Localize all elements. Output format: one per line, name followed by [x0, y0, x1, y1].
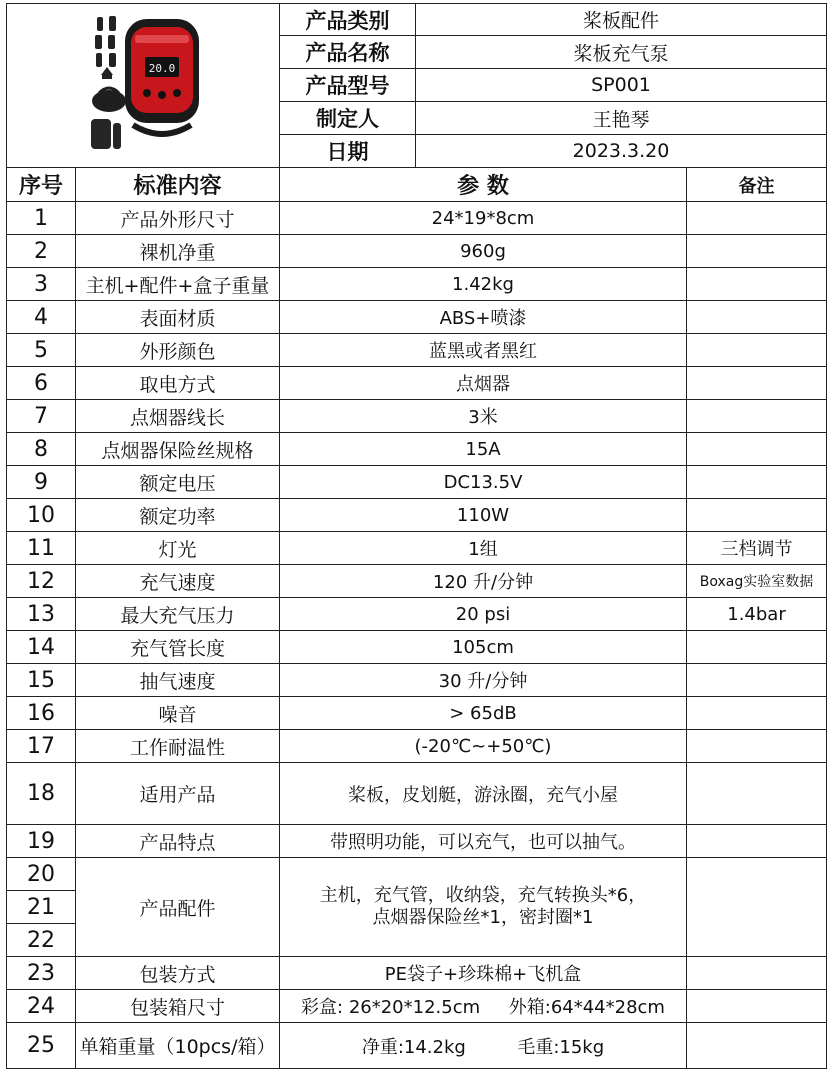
row-remark	[687, 400, 827, 433]
row-value: 3米	[280, 400, 687, 433]
row-number: 13	[7, 598, 76, 631]
row-number: 4	[7, 301, 76, 334]
row-value: 110W	[280, 499, 687, 532]
row-item-name: 抽气速度	[76, 664, 280, 697]
header-label: 产品型号	[280, 69, 416, 102]
table-row	[7, 763, 827, 825]
row-item-name: 灯光	[76, 532, 280, 565]
header-value: 桨板充气泵	[416, 36, 827, 69]
row-remark	[687, 858, 827, 957]
row-item-name: 产品特点	[76, 825, 280, 858]
row-item-name: 取电方式	[76, 367, 280, 400]
row-value: 15A	[280, 433, 687, 466]
header-value: 桨板配件	[416, 4, 827, 36]
table-row	[7, 565, 827, 598]
row-number: 5	[7, 334, 76, 367]
row-item-name: 充气速度	[76, 565, 280, 598]
row-item-name: 点烟器保险丝规格	[76, 433, 280, 466]
row-value: ABS+喷漆	[280, 301, 687, 334]
row-remark	[687, 730, 827, 763]
row-value: 桨板，皮划艇，游泳圈，充气小屋	[280, 763, 687, 825]
table-row	[7, 235, 827, 268]
row-remark	[687, 433, 827, 466]
table-row	[7, 367, 827, 400]
row-item-name: 包装箱尺寸	[76, 990, 280, 1023]
table-row	[7, 499, 827, 532]
row-remark	[687, 664, 827, 697]
row-value: 带照明功能，可以充气，也可以抽气。	[280, 825, 687, 858]
column-header-remark: 备注	[687, 168, 827, 202]
row-item-name: 裸机净重	[76, 235, 280, 268]
row-item-name: 适用产品	[76, 763, 280, 825]
net-weight: 净重:14.2kg	[361, 1036, 466, 1058]
table-row	[7, 990, 827, 1023]
row-number: 6	[7, 367, 76, 400]
outer-carton-size: 外箱:64*44*28cm	[508, 997, 665, 1018]
row-number: 25	[7, 1023, 76, 1069]
column-header-content: 标准内容	[76, 168, 280, 202]
row-number: 18	[7, 763, 76, 825]
row-remark	[687, 268, 827, 301]
row-item-name: 主机+配件+盒子重量	[76, 268, 280, 301]
table-row	[7, 202, 827, 235]
row-remark	[687, 301, 827, 334]
row-remark: 三档调节	[687, 532, 827, 565]
row-number: 21	[7, 891, 76, 924]
header-label: 制定人	[280, 102, 416, 135]
table-row	[7, 301, 827, 334]
row-value: 120 升/分钟	[280, 565, 687, 598]
row-remark	[687, 202, 827, 235]
row-item-name: 最大充气压力	[76, 598, 280, 631]
row-value: PE袋子+珍珠棉+飞机盒	[280, 957, 687, 990]
accessories-value	[280, 858, 687, 957]
row-remark	[687, 1023, 827, 1069]
row-value: 20 psi	[280, 598, 687, 631]
row-number: 9	[7, 466, 76, 499]
table-row	[7, 825, 827, 858]
row-item-name: 产品配件	[76, 858, 280, 957]
row-value: > 65dB	[280, 697, 687, 730]
row-item-name: 噪音	[76, 697, 280, 730]
row-value: DC13.5V	[280, 466, 687, 499]
table-row	[7, 858, 827, 891]
row-number: 15	[7, 664, 76, 697]
row-value: 蓝黑或者黑红	[280, 334, 687, 367]
column-header-no: 序号	[7, 168, 76, 202]
carton-size-value	[280, 990, 687, 1023]
table-row	[7, 598, 827, 631]
row-number: 19	[7, 825, 76, 858]
table-row	[7, 730, 827, 763]
header-label: 产品名称	[280, 36, 416, 69]
row-number: 24	[7, 990, 76, 1023]
table-row	[7, 268, 827, 301]
header-value: SP001	[416, 69, 827, 102]
row-item-name: 表面材质	[76, 301, 280, 334]
color-box-size: 彩盒: 26*20*12.5cm	[301, 997, 481, 1018]
table-row	[7, 664, 827, 697]
table-row	[7, 400, 827, 433]
row-value: 1.42kg	[280, 268, 687, 301]
row-number: 22	[7, 924, 76, 957]
row-item-name: 充气管长度	[76, 631, 280, 664]
row-item-name: 外形颜色	[76, 334, 280, 367]
row-remark	[687, 367, 827, 400]
table-row	[7, 631, 827, 664]
pump-display-reading: 20.0	[148, 62, 176, 75]
row-number: 2	[7, 235, 76, 268]
carton-weight-value	[280, 1023, 687, 1069]
row-number: 12	[7, 565, 76, 598]
row-remark	[687, 957, 827, 990]
accessories-line-2: 点烟器保险丝*1，密封圈*1	[372, 907, 594, 928]
product-image-cell	[7, 4, 280, 168]
row-number: 1	[7, 202, 76, 235]
air-pump-product-image	[83, 13, 203, 158]
row-remark	[687, 631, 827, 664]
header-value: 2023.3.20	[416, 135, 827, 168]
row-remark	[687, 990, 827, 1023]
row-item-name: 产品外形尺寸	[76, 202, 280, 235]
column-header-params: 参 数	[280, 168, 687, 202]
row-number: 8	[7, 433, 76, 466]
gross-weight: 毛重:15kg	[517, 1036, 605, 1058]
row-remark	[687, 763, 827, 825]
table-row	[7, 334, 827, 367]
row-item-name: 额定功率	[76, 499, 280, 532]
row-number: 3	[7, 268, 76, 301]
row-value: 960g	[280, 235, 687, 268]
table-row	[7, 433, 827, 466]
row-number: 17	[7, 730, 76, 763]
row-number: 16	[7, 697, 76, 730]
row-value: 24*19*8cm	[280, 202, 687, 235]
row-remark	[687, 334, 827, 367]
row-item-name: 点烟器线长	[76, 400, 280, 433]
header-label: 日期	[280, 135, 416, 168]
row-number: 10	[7, 499, 76, 532]
row-number: 11	[7, 532, 76, 565]
table-row	[7, 466, 827, 499]
row-number: 23	[7, 957, 76, 990]
row-remark	[687, 697, 827, 730]
row-value: (-20℃~+50℃)	[280, 730, 687, 763]
row-number: 7	[7, 400, 76, 433]
row-number: 14	[7, 631, 76, 664]
row-remark	[687, 466, 827, 499]
row-item-name: 工作耐温性	[76, 730, 280, 763]
row-item-name: 单箱重量（10pcs/箱）	[76, 1023, 280, 1069]
table-row	[7, 957, 827, 990]
row-item-name: 包装方式	[76, 957, 280, 990]
table-row	[7, 1023, 827, 1069]
row-item-name: 额定电压	[76, 466, 280, 499]
row-remark: Boxag实验室数据	[687, 565, 827, 598]
row-value: 点烟器	[280, 367, 687, 400]
table-row	[7, 532, 827, 565]
row-value: 30 升/分钟	[280, 664, 687, 697]
row-value: 105cm	[280, 631, 687, 664]
spec-sheet-table	[6, 3, 827, 1069]
table-row	[7, 697, 827, 730]
row-remark	[687, 499, 827, 532]
header-label: 产品类别	[280, 4, 416, 36]
row-remark	[687, 235, 827, 268]
row-value: 1组	[280, 532, 687, 565]
header-value: 王艳琴	[416, 102, 827, 135]
accessories-line-1: 主机，充气管，收纳袋，充气转换头*6，	[319, 885, 647, 906]
row-remark: 1.4bar	[687, 598, 827, 631]
row-number: 20	[7, 858, 76, 891]
row-remark	[687, 825, 827, 858]
